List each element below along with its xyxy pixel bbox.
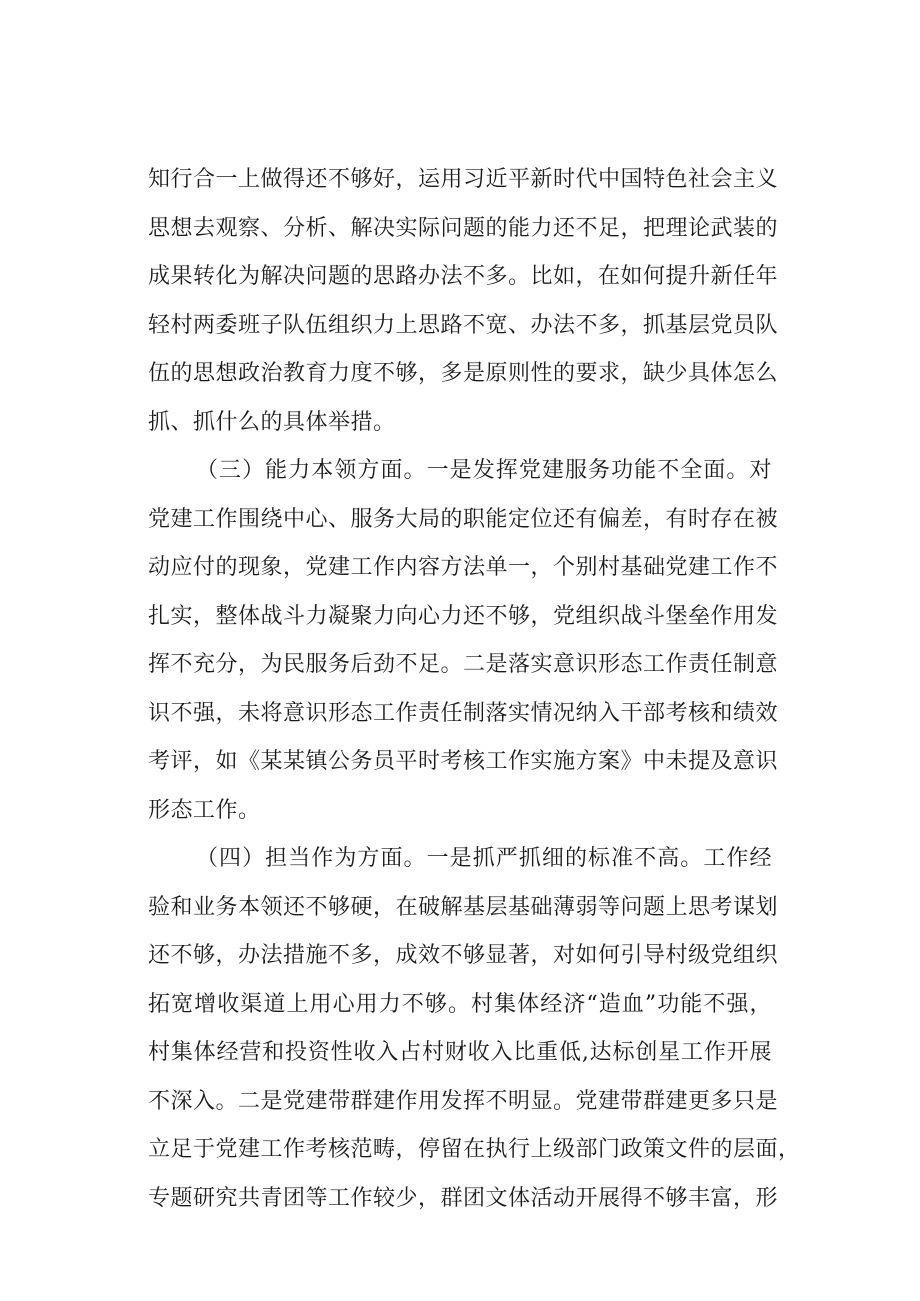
body-line: 党建工作围绕中心、服务大局的职能定位还有偏差，有时存在被 bbox=[148, 506, 779, 532]
body-line: 扎实，整体战斗力凝聚力向心力还不够，党组织战斗堡垒作用发 bbox=[148, 603, 779, 629]
body-line: 还不够，办法措施不多，成效不够显著，对如何引导村级党组织 bbox=[148, 943, 779, 968]
body-line: 形态工作。 bbox=[148, 797, 261, 823]
body-line: 轻村两委班子队伍组织力上思路不宽、办法不多，抓基层党员队 bbox=[148, 312, 779, 338]
section-heading-line: （三）能力本领方面。一是发挥党建服务功能不全面。对 bbox=[196, 458, 772, 483]
body-line: 验和业务本领还不够硬，在破解基层基础薄弱等问题上思考谋划 bbox=[148, 894, 779, 920]
body-line: 考评，如《某某镇公务员平时考核工作实施方案》中未提及意识 bbox=[148, 749, 779, 774]
body-line: 识不强，未将意识形态工作责任制落实情况纳入干部考核和绩效 bbox=[148, 700, 779, 726]
body-line: 立足于党建工作考核范畴，停留在执行上级部门政策文件的层面， bbox=[148, 1137, 801, 1162]
body-line: 知行合一上做得还不够好，运用习近平新时代中国特色社会主义 bbox=[148, 167, 779, 192]
body-line: 不深入。二是党建带群建作用发挥不明显。党建带群建更多只是 bbox=[148, 1088, 779, 1114]
body-line: 挥不充分，为民服务后劲不足。二是落实意识形态工作责任制意 bbox=[148, 652, 779, 677]
document-body bbox=[148, 156, 801, 1223]
body-line: 动应付的现象，党建工作内容方法单一，个别村基础党建工作不 bbox=[148, 555, 779, 580]
body-line: 抓、抓什么的具体举措。 bbox=[148, 409, 396, 435]
section-heading-line: （四）担当作为方面。一是抓严抓细的标准不高。工作经 bbox=[196, 846, 772, 871]
body-line: 村集体经营和投资性收入占村财收入比重低,达标创星工作开展 bbox=[148, 1040, 772, 1065]
body-line: 伍的思想政治教育力度不够，多是原则性的要求，缺少具体怎么 bbox=[148, 361, 779, 386]
body-line: 思想去观察、分析、解决实际问题的能力还不足，把理论武装的 bbox=[148, 215, 779, 241]
body-line: 专题研究共青团等工作较少，群团文体活动开展得不够丰富，形 bbox=[148, 1185, 779, 1211]
body-line: 成果转化为解决问题的思路办法不多。比如，在如何提升新任年 bbox=[148, 264, 779, 289]
body-line: 拓宽增收渠道上用心用力不够。村集体经济“造血”功能不强， bbox=[148, 991, 772, 1017]
